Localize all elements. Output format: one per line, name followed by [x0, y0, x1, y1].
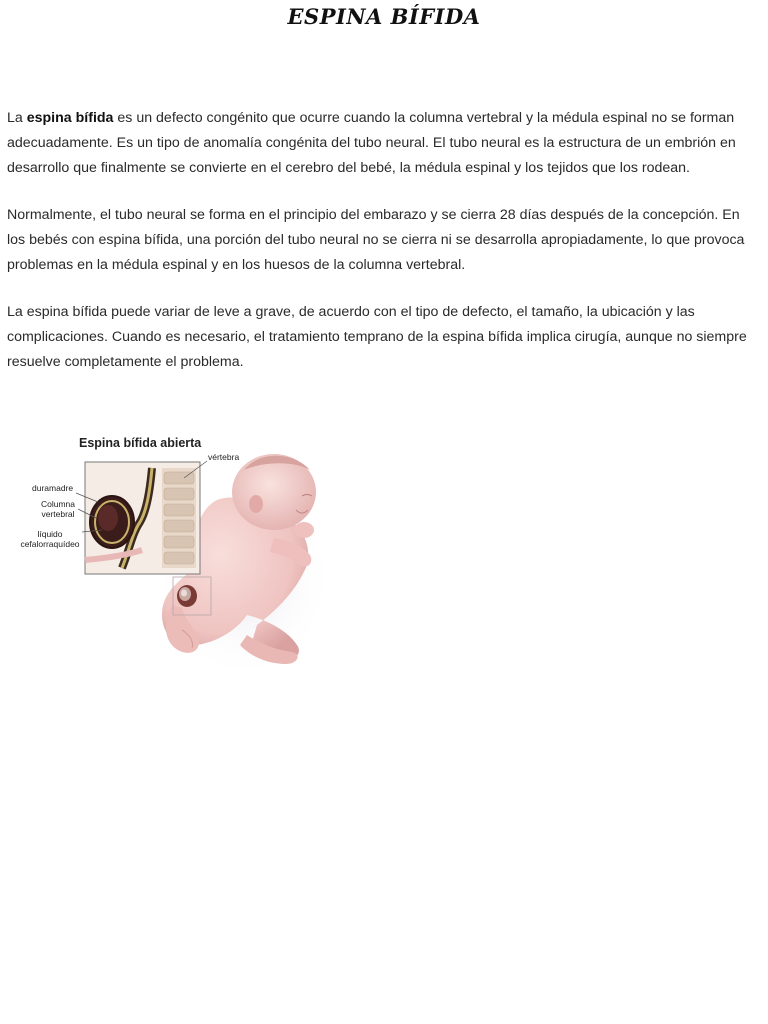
label-vertebra: vértebra — [208, 452, 240, 462]
spina-bifida-illustration — [12, 430, 328, 676]
figure-title: Espina bífida abierta — [79, 436, 202, 450]
cross-section-inset — [85, 462, 200, 574]
bold-term: espina bífida — [26, 110, 114, 126]
article-body — [7, 106, 759, 397]
paragraph-text: es un defecto congénito que ocurre cuando la columna vertebral y la médula espinal no se forman adecuadamente. Es un tipo de anomalía congénita del tubo neural. El tubo neural es la estructura de un embrión en desarrollo que finalmente se convierte en el cerebro del bebé, la médula espinal y los tejidos que los rodean. — [7, 110, 736, 176]
label-duramadre: duramadre — [32, 483, 74, 493]
paragraph-severity: La espina bífida puede variar de leve a grave, de acuerdo con el tipo de defecto, el tamaño, la ubicación y las complicaciones. Cuando es necesario, el tratamiento temprano de la espina bífida implica cirugía, aunque no siempre resuelve completamente el problema. — [7, 304, 747, 370]
paragraph-text: La — [7, 110, 27, 126]
paragraph-definition — [7, 106, 759, 181]
label-liquido-cefalorraquideo: líquido cefalorraquídeo — [20, 529, 80, 549]
illustration-drawing — [12, 430, 328, 676]
label-columna-vertebral: Columna vertebral — [40, 499, 76, 519]
paragraph-development: Normalmente, el tubo neural se forma en el principio del embarazo y se cierra 28 días después de la concepción. En los bebés con espina bífida, una porción del tubo neural no se cierra ni se desarrolla apropiadamente, lo que provoca problemas en la médula espinal y en los huesos de la columna vertebral. — [7, 207, 745, 273]
page-title: ESPINA BÍFIDA — [287, 4, 481, 29]
